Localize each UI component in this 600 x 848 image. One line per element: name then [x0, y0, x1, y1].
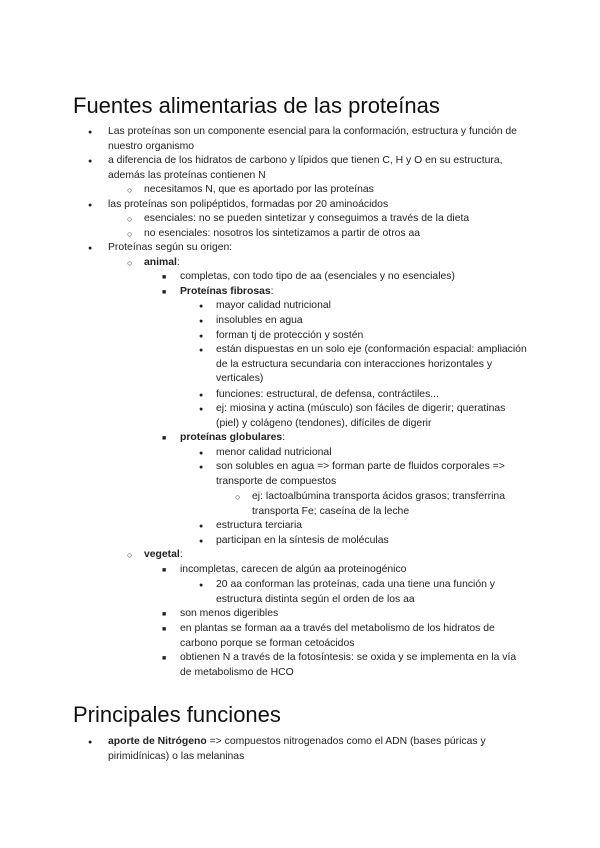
list-item-text: mayor calidad nutricional [216, 300, 331, 311]
list-item [216, 519, 527, 534]
list-item-text: las proteínas son polipéptidos, formadas por 20 aminoácidos [108, 199, 389, 210]
list-item [216, 299, 527, 314]
square-bullet-icon [162, 563, 166, 579]
list-item-label: animal [144, 257, 177, 268]
list-item-text: a diferencia de los hidratos de carbono y lípidos que tienen C, H y O en su estructura, además las proteínas contienen N [108, 155, 503, 181]
list-item-text: necesitamos N, que es aportado por las proteínas [144, 184, 374, 195]
list-item-label: aporte de Nitrógeno [108, 736, 207, 747]
square-bullet-icon [162, 651, 166, 667]
circle-bullet-icon [127, 548, 132, 564]
list-item [144, 212, 527, 227]
list-item-text: => compuestos nitrogenados como el ADN (bases púricas y pirimidínicas) o las melaninas [108, 736, 486, 762]
list-item-text: 20 aa conforman las proteínas, cada una tiene una función y estructura distinta según el orden de los aa [216, 579, 496, 605]
list-item [216, 578, 527, 607]
list-item [144, 548, 527, 563]
circle-bullet-icon [127, 183, 132, 199]
list-item-text: son solubles en agua => forman parte de fluidos corporales => transporte de compuestos [216, 461, 505, 487]
disc-bullet-icon [88, 125, 92, 141]
list-item [108, 154, 527, 183]
list-item [180, 607, 527, 622]
list-item [216, 446, 527, 461]
list-item-text: insolubles en agua [216, 315, 303, 326]
list-item [108, 735, 527, 764]
list-item-text: estructura terciaria [216, 520, 303, 531]
list-item-text: menor calidad nutricional [216, 447, 332, 458]
square-bullet-icon [162, 431, 166, 447]
list-item-text: : [179, 549, 183, 560]
list-item [180, 431, 527, 446]
disc-bullet-icon [199, 460, 203, 476]
list-item-text: esenciales: no se pueden sintetizar y conseguimos a través de la dieta [144, 213, 470, 224]
list-item-text: participan en la síntesis de moléculas [216, 535, 389, 546]
list-item-text: en plantas se forman aa a través del metabolismo de los hidratos de carbono porque se forman cetoácidos [180, 623, 495, 649]
list-item-text: Las proteínas son un componente esencial para la conformación, estructura y función de nuestro organismo [108, 126, 517, 152]
list-item-text: no esenciales: nosotros los sintetizamos a partir de otros aa [144, 228, 421, 239]
list-item [180, 270, 527, 285]
list-item-text: forman tj de protección y sostén [216, 330, 364, 341]
list-item [216, 329, 527, 344]
square-bullet-icon [162, 285, 166, 301]
list-item [144, 183, 527, 198]
list-item-label: proteínas globulares [180, 432, 283, 443]
list-item-text: : [270, 286, 274, 297]
list-item [216, 314, 527, 329]
list-item [180, 651, 527, 680]
list-item [144, 256, 527, 271]
list-item-text: están dispuestas en un solo eje (conformación espacial: ampliación de la estructura secundaria con interacciones horizontales y verticales) [216, 344, 527, 385]
list-item-text: completas, con todo tipo de aa (esenciales y no esenciales) [180, 271, 455, 282]
disc-bullet-icon [199, 519, 203, 535]
circle-bullet-icon [235, 490, 240, 506]
list-item-text: ej: lactoalbúmina transporta ácidos grasos; transferrina transporta Fe; caseína de la leche [252, 491, 505, 517]
square-bullet-icon [162, 270, 166, 286]
list-item [216, 388, 527, 403]
disc-bullet-icon [199, 299, 203, 315]
list-item-text: Proteínas según su origen: [108, 242, 233, 253]
disc-bullet-icon [88, 241, 92, 257]
disc-bullet-icon [199, 314, 203, 330]
circle-bullet-icon [127, 256, 132, 272]
disc-bullet-icon [88, 198, 92, 214]
disc-bullet-icon [88, 154, 92, 170]
list-item [180, 285, 527, 300]
list-item [216, 534, 527, 549]
list-item-text: ej: miosina y actina (músculo) son fáciles de digerir; queratinas (piel) y colágeno (tendones), difíciles de digerir [216, 403, 506, 429]
list-item [216, 343, 527, 387]
list-item [216, 402, 527, 431]
list-item-text: : [282, 432, 286, 443]
disc-bullet-icon [199, 343, 203, 359]
list-item [144, 227, 527, 242]
list-item [108, 125, 527, 154]
disc-bullet-icon [199, 402, 203, 418]
list-item-text: son menos digeribles [180, 608, 279, 619]
section-heading: Fuentes alimentarias de las proteínas [73, 93, 440, 118]
list-item [108, 241, 527, 256]
list-item [108, 198, 527, 213]
section-heading: Principales funciones [73, 702, 281, 727]
list-item-text: funciones: estructural, de defensa, contráctiles... [216, 389, 439, 400]
list-item [180, 563, 527, 578]
square-bullet-icon [162, 622, 166, 638]
list-item-text: incompletas, carecen de algún aa proteinogénico [180, 564, 407, 575]
circle-bullet-icon [127, 212, 132, 228]
disc-bullet-icon [199, 578, 203, 594]
square-bullet-icon [162, 607, 166, 623]
list-item [180, 622, 527, 651]
list-item-text: : [176, 257, 180, 268]
list-item-label: vegetal [144, 549, 180, 560]
list-item-label: Proteínas fibrosas [180, 286, 271, 297]
list-item-text: obtienen N a través de la fotosíntesis: se oxida y se implementa en la vía de metabolismo de HCO [180, 652, 517, 678]
list-item [216, 460, 527, 489]
list-item [252, 490, 527, 519]
disc-bullet-icon [88, 735, 92, 751]
